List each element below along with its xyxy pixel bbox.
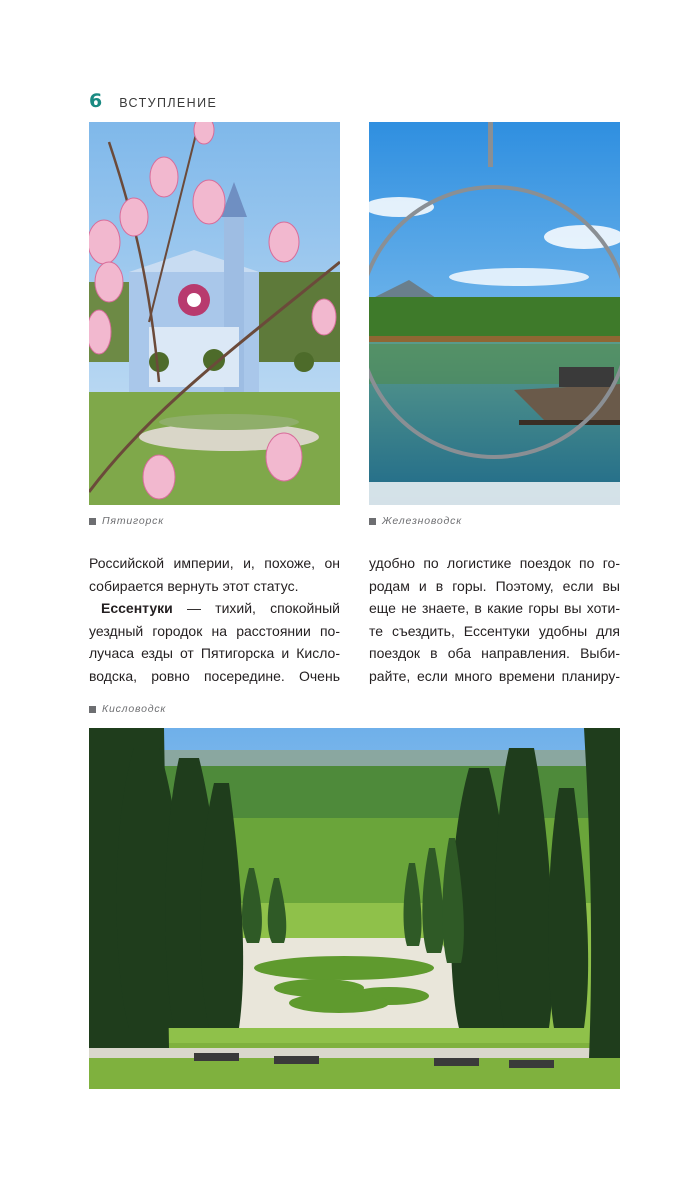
photo-kislovodsk [89, 728, 620, 1089]
caption-marker [89, 706, 96, 713]
bold-term: Ессентуки [101, 600, 173, 616]
caption-text: Кисловодск [102, 703, 167, 715]
page-number: 6 [89, 90, 103, 112]
text-line: поездок в оба направления. Выби- [369, 645, 620, 661]
text-column-left [89, 552, 340, 687]
text-line: водска, ровно посередине. Очень [89, 667, 340, 684]
section-title: ВСТУПЛЕНИЕ [119, 96, 218, 110]
photo-zheleznovodsk [369, 122, 620, 505]
text-line: Российской империи, и, похоже, он [89, 555, 340, 571]
text-line: удобно по логистике поездок по го- [369, 555, 620, 571]
text-line: родам и в горы. Поэтому, если вы [369, 577, 620, 594]
photo-pyatigorsk [89, 122, 340, 505]
caption-marker [369, 518, 376, 525]
text-line: райте, если много времени планиру- [369, 667, 620, 684]
text-line: Ессентуки — тихий, спокойный [101, 600, 340, 616]
caption-pyatigorsk [89, 515, 164, 527]
text-line: лучаса езды от Пятигорска и Кисло- [89, 645, 340, 661]
text-line: собирается вернуть этот статус. [89, 577, 299, 594]
text-line: те съездить, Ессентуки удобны для [369, 622, 620, 639]
text-line: уездный городок на расстоянии по- [89, 622, 340, 639]
caption-kislovodsk [89, 703, 166, 715]
caption-zheleznovodsk [369, 515, 462, 527]
text-column-right [369, 552, 620, 687]
caption-text: Железноводск [382, 515, 462, 527]
page-header [89, 90, 217, 114]
caption-text: Пятигорск [102, 515, 164, 527]
text-line: еще не знаете, в какие горы вы хоти- [369, 600, 620, 616]
caption-marker [89, 518, 96, 525]
